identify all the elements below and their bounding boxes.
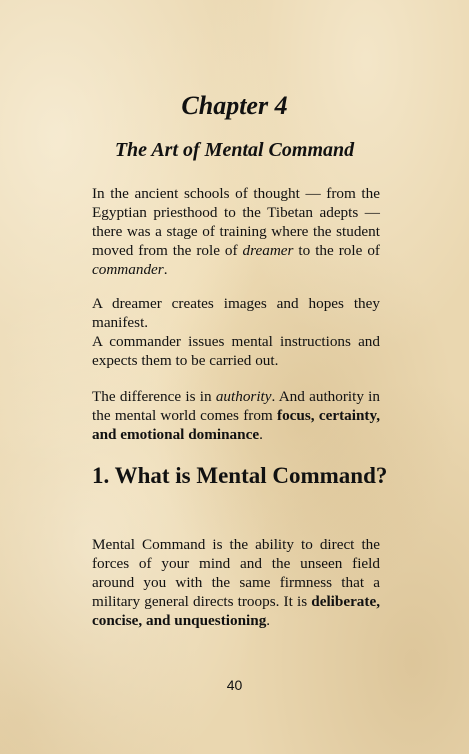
- section-heading: 1. What is Mental Command?: [92, 463, 388, 488]
- paragraph-dreamer-commander: [92, 294, 380, 370]
- paragraph-text: In the ancient schools of thought — from the Egyptian priesthood to the Tibetan adepts — there was a stage of training where the student moved from the role of: [92, 185, 380, 259]
- paragraph-definition: [92, 535, 380, 630]
- paragraph-authority: [92, 387, 380, 444]
- page-number: 40: [226, 677, 243, 693]
- bold-deliberate: deliberate, concise, and unquestioning: [92, 593, 380, 629]
- commander-line: A commander issues mental instructions and expects them to be carried out.: [92, 333, 380, 369]
- paragraph-intro: [92, 184, 380, 279]
- emphasis-authority: authority: [215, 388, 272, 405]
- chapter-title: Chapter 4: [181, 91, 288, 120]
- paragraph-text: Mental Command is the ability to direct the forces of your mind and the unseen field around you with the same firmness that a military general directs troops. It is: [92, 536, 380, 610]
- emphasis-commander: commander: [92, 261, 164, 278]
- bold-focus-certainty: focus, certainty, and emotional dominance: [92, 407, 381, 443]
- paragraph-text: .: [259, 426, 263, 443]
- paragraph-text: .: [163, 261, 168, 278]
- paragraph-text: to the role of: [293, 242, 380, 259]
- dreamer-line: A dreamer creates images and hopes they manifest.: [92, 295, 380, 331]
- paragraph-text: . And authority in the mental world comes from: [92, 388, 380, 424]
- paragraph-text: .: [266, 612, 271, 629]
- chapter-subtitle: The Art of Mental Command: [114, 139, 355, 161]
- emphasis-dreamer: dreamer: [242, 242, 294, 259]
- paragraph-text: The difference is in: [92, 388, 216, 405]
